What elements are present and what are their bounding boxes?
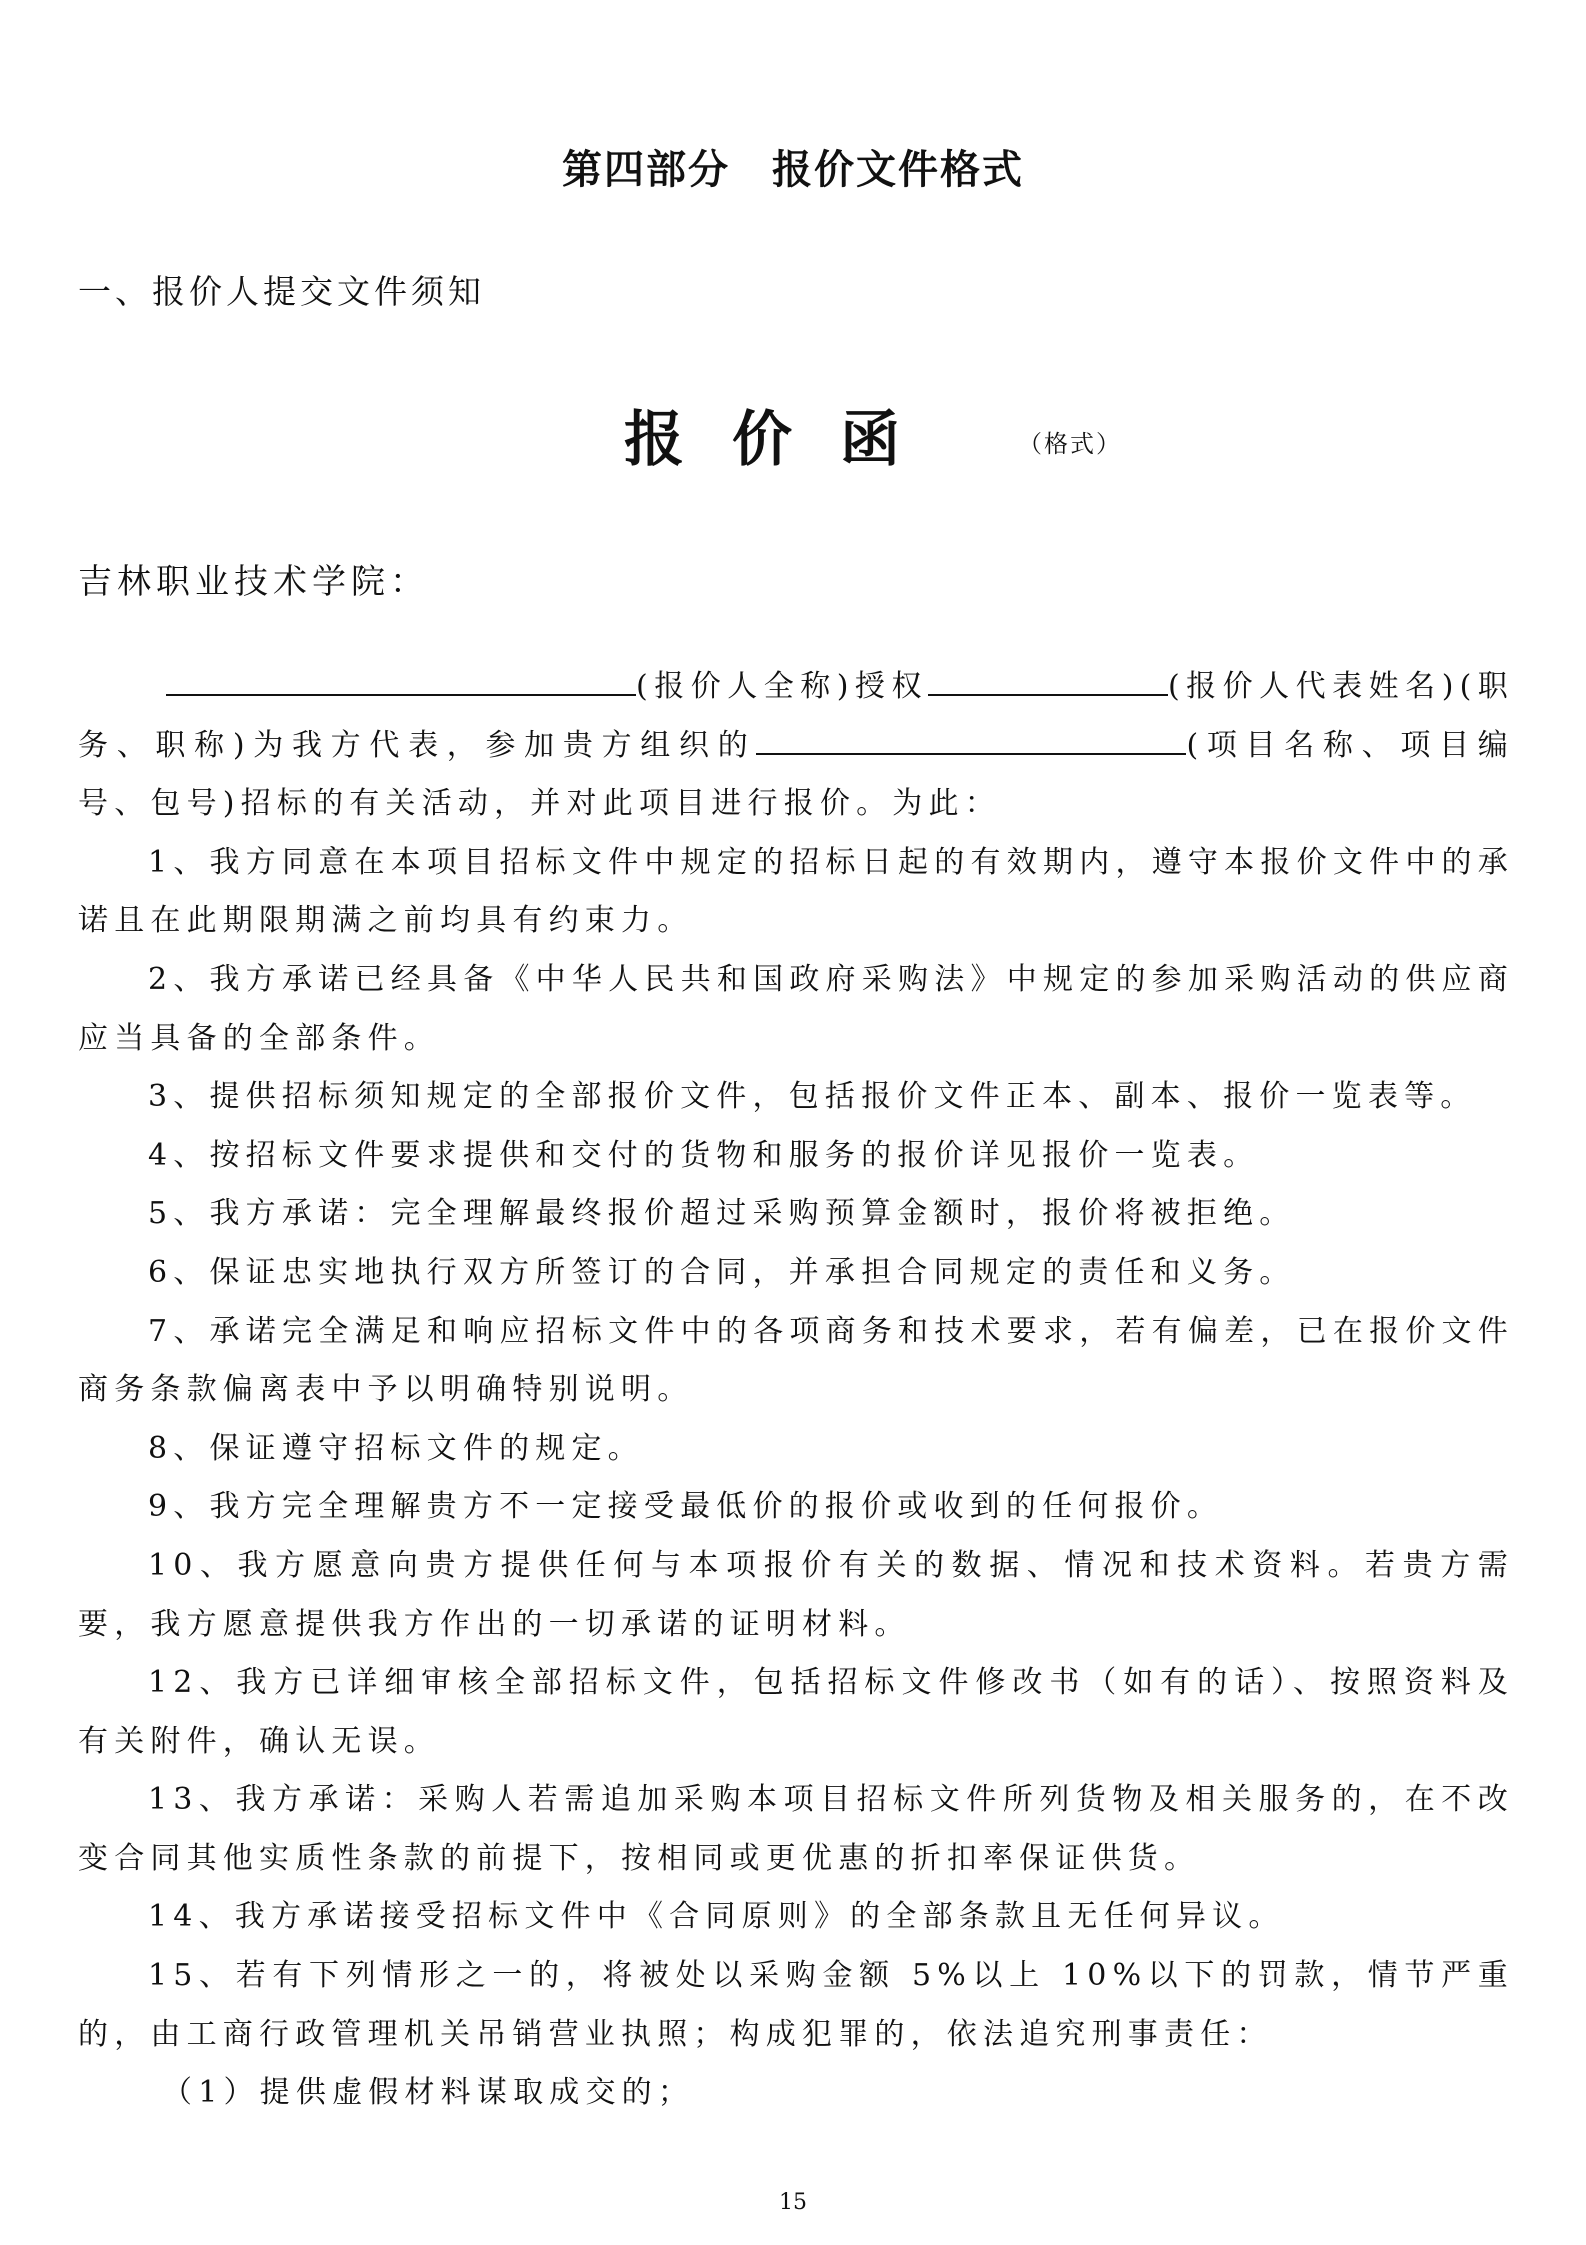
blank-bidder-name [166, 666, 636, 696]
letter-format-note: （格式） [1018, 430, 1122, 458]
section-title: 一、报价人提交文件须知 [78, 272, 485, 311]
intro-text-3: (项目名称、项目编号、包号)招标的有关活动，并对此项目进行报价。为此： [78, 727, 1514, 822]
letter-body [78, 658, 1514, 2123]
list-item: 1、我方同意在本项目招标文件中规定的招标日起的有效期内，遵守本报价文件中的承诺且在此期限期满之前均具有约束力。 [78, 844, 1514, 939]
list-item: 8、保证遵守招标文件的规定。 [148, 1430, 644, 1466]
list-item: 3、提供招标须知规定的全部报价文件，包括报价文件正本、副本、报价一览表等。 [148, 1079, 1477, 1115]
list-item: 2、我方承诺已经具备《中华人民共和国政府采购法》中规定的参加采购活动的供应商应当具备的全部条件。 [78, 961, 1514, 1056]
list-item: 12、我方已详细审核全部招标文件，包括招标文件修改书（如有的话）、按照资料及有关附件，确认无误。 [78, 1665, 1514, 1759]
blank-representative-name [928, 666, 1168, 696]
intro-paragraph [78, 658, 1514, 834]
list-item: 4、按招标文件要求提供和交付的货物和服务的报价详见报价一览表。 [148, 1137, 1260, 1173]
part-title: 第四部分 报价文件格式 [562, 146, 1024, 193]
intro-text-2: (报价人代表姓名)(职务、职称)为我方代表，参加贵方组织的 [78, 669, 1514, 763]
list-item: 15、若有下列情形之一的，将被处以采购金额 5%以上 10%以下的罚款，情节严重的，由工商行政管理机关吊销营业执照；构成犯罪的，依法追究刑事责任： [78, 1958, 1514, 2052]
list-item: 6、保证忠实地执行双方所签订的合同，并承担合同规定的责任和义务。 [148, 1254, 1296, 1290]
blank-project-name [756, 725, 1186, 755]
list-item: 5、我方承诺：完全理解最终报价超过采购预算金额时，报价将被拒绝。 [148, 1196, 1296, 1232]
letter-title: 报价函 [624, 405, 948, 475]
page-number: 15 [779, 2190, 807, 2215]
list-item: 9、我方完全理解贵方不一定接受最低价的报价或收到的任何报价。 [148, 1489, 1224, 1525]
list-item: 10、我方愿意向贵方提供任何与本项报价有关的数据、情况和技术资料。若贵方需要，我方愿意提供我方作出的一切承诺的证明材料。 [78, 1547, 1514, 1642]
list-item: 7、承诺完全满足和响应招标文件中的各项商务和技术要求，若有偏差，已在报价文件商务条款偏离表中予以明确特别说明。 [78, 1313, 1514, 1408]
list-item: 14、我方承诺接受招标文件中《合同原则》的全部条款且无任何异议。 [148, 1899, 1285, 1935]
addressee: 吉林职业技术学院： [78, 562, 429, 602]
intro-text-1: (报价人全称)授权 [636, 669, 928, 704]
list-item: 13、我方承诺：采购人若需追加采购本项目招标文件所列货物及相关服务的，在不改变合同其他实质性条款的前提下，按相同或更优惠的折扣率保证供货。 [78, 1782, 1514, 1876]
sub-list-item: （1）提供虚假材料谋取成交的； [162, 2075, 695, 2111]
